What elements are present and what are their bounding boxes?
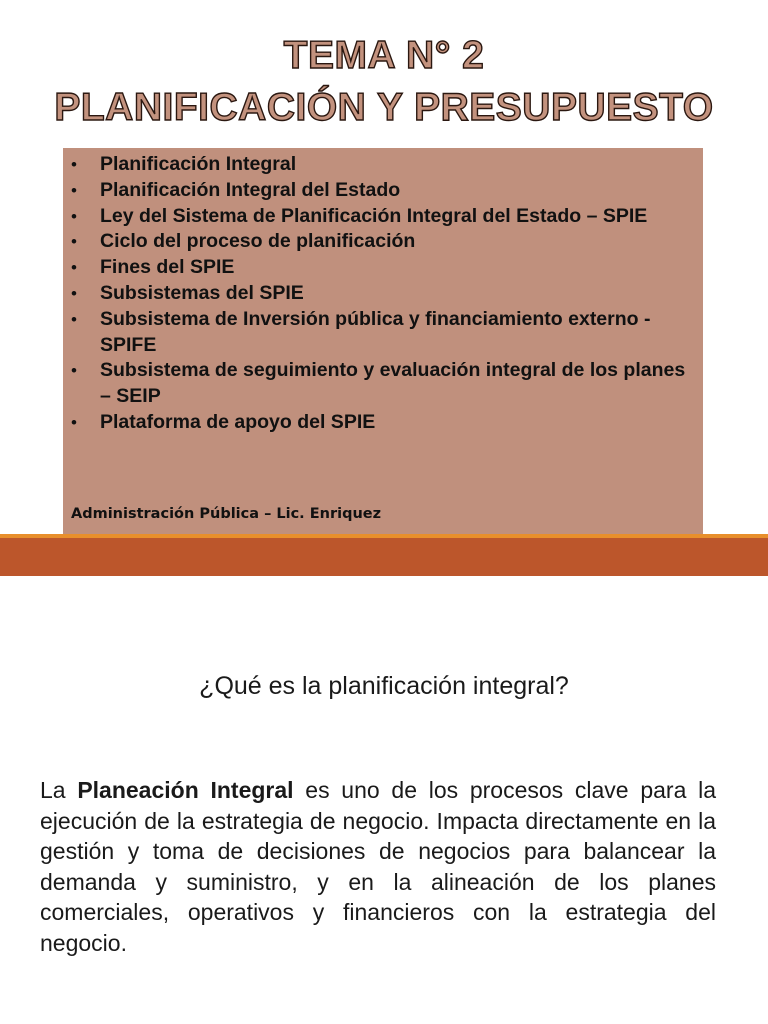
bullet-icon: • — [71, 283, 77, 303]
divider-band — [0, 534, 768, 576]
section-question: ¿Qué es la planificación integral? — [199, 672, 569, 700]
topic-item: • Subsistemas del SPIE — [71, 281, 697, 307]
bullet-icon: • — [71, 258, 77, 278]
bullet-icon: • — [71, 412, 77, 432]
paragraph-text: es uno de los procesos clave para la ejecución de la estrategia de negocio. Impacta directamente en la gestión y toma de decisiones de negocios para balancear la demanda y suministro, y en la alineación de los planes comerciales, operativos y financieros con la estrategia del negocio. — [40, 777, 716, 956]
course-footer: Administración Pública – Lic. Enriquez — [71, 506, 382, 522]
slide-title — [0, 30, 768, 134]
bullet-icon: • — [71, 309, 77, 329]
topic-item: • Fines del SPIE — [71, 255, 697, 281]
topics-panel — [63, 148, 703, 534]
paragraph-prefix: La — [40, 777, 78, 803]
bullet-icon: • — [71, 361, 77, 381]
topic-list — [71, 152, 697, 436]
bullet-icon: • — [71, 180, 77, 200]
topic-item: • Plataforma de apoyo del SPIE — [71, 410, 697, 436]
bullet-icon: • — [71, 155, 77, 174]
paragraph-bold-term: Planeación Integral — [77, 777, 294, 803]
topic-item: • Ley del Sistema de Planificación Integral del Estado – SPIE — [71, 204, 697, 230]
topic-item: • Subsistema de seguimiento y evaluación integral de los planes – SEIP — [71, 359, 686, 408]
title-line-1: TEMA N° 2 — [283, 34, 485, 77]
bullet-icon: • — [71, 232, 77, 252]
title-line-2: PLANIFICACIÓN Y PRESUPUESTO — [54, 86, 714, 129]
topic-item: • Planificación Integral del Estado — [71, 178, 697, 204]
bullet-icon: • — [71, 206, 77, 226]
topic-item: • Subsistema de Inversión pública y financiamiento externo - SPIFE — [71, 307, 651, 356]
body-paragraph — [40, 775, 716, 958]
topic-item: • Planificación Integral — [71, 152, 697, 178]
topic-item: • Ciclo del proceso de planificación — [71, 229, 697, 255]
